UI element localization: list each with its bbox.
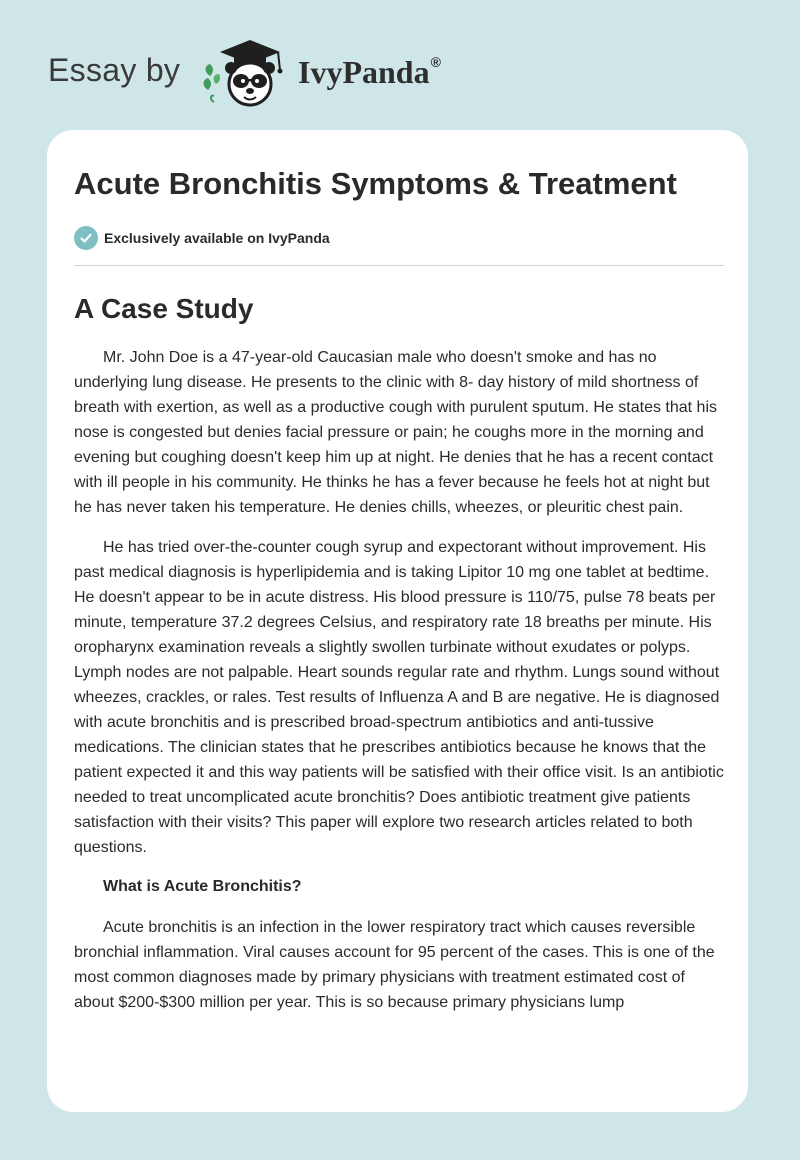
registered-mark: ® — [430, 54, 441, 71]
essay-title: Acute Bronchitis Symptoms & Treatment — [74, 166, 677, 201]
panda-graduate-icon[interactable] — [200, 36, 292, 108]
body-paragraph: Acute bronchitis is an infection in the lower respiratory tract which causes reversible bronchial inflammation. Viral causes account for 95 percent of the cases. This is one of the most common diagnoses made by primary physicians with treatment estimated cost of about $200-$300 million per year. This is so because primary physicians lump — [74, 919, 715, 1011]
exclusive-label: Exclusively available on IvyPanda — [104, 230, 330, 246]
exclusive-badge — [74, 225, 724, 251]
brand-name-text: IvyPanda — [298, 54, 430, 90]
body-paragraph: He has tried over-the-counter cough syrup and expectorant without improvement. His past medical diagnosis is hyperlipidemia and is taking Lipitor 10 mg one tablet at bedtime. He doesn't appear to be in acute distress. His blood pressure is 110/75, pulse 78 beats per minute, temperature 37.2 degrees Celsius, and respiratory rate 18 breaths per minute. His oropharynx examination reveals a slightly swollen turbinate without exudates or polyps. Lymph nodes are not palpable. Heart sounds regular rate and rhythm. Lungs sound without wheezes, crackles, or rales. Test results of Influenza A and B are negative. He is diagnosed with acute bronchitis and is prescribed broad-spectrum antibiotics and anti-tussive medications. The clinician states that he prescribes antibiotics because he knows that the patient expected it and this way patients will be satisfied with their office visit. Is an antibiotic needed to treat uncomplicated acute bronchitis? Does antibiotic treatment give patients satisfaction with their visits? This paper will explore two research articles related to both questions. — [74, 539, 724, 856]
brand-header — [48, 36, 488, 108]
subheading: What is Acute Bronchitis? — [103, 878, 302, 895]
brand-prefix: Essay by — [48, 52, 181, 88]
essay-card — [47, 130, 748, 1112]
body-paragraph: Mr. John Doe is a 47-year-old Caucasian male who doesn't smoke and has no underlying lung disease. He presents to the clinic with 8- day history of mild shortness of breath with exertion, as well as a productive cough with purulent sputum. He states that his nose is congested but denies facial pressure or pain; he coughs more in the morning and evening but coughing doesn't keep him up at night. He denies that he has a recent contact with ill people in his community. He thinks he has a fever because he feels hot at night but he has never taken his temperature. He denies chills, wheezes, or pleuritic chest pain. — [74, 349, 718, 516]
brand-name[interactable] — [298, 54, 441, 91]
check-circle-icon — [74, 226, 98, 250]
title-divider — [74, 265, 724, 266]
section-heading: A Case Study — [74, 293, 254, 324]
essay-content — [74, 164, 724, 1015]
